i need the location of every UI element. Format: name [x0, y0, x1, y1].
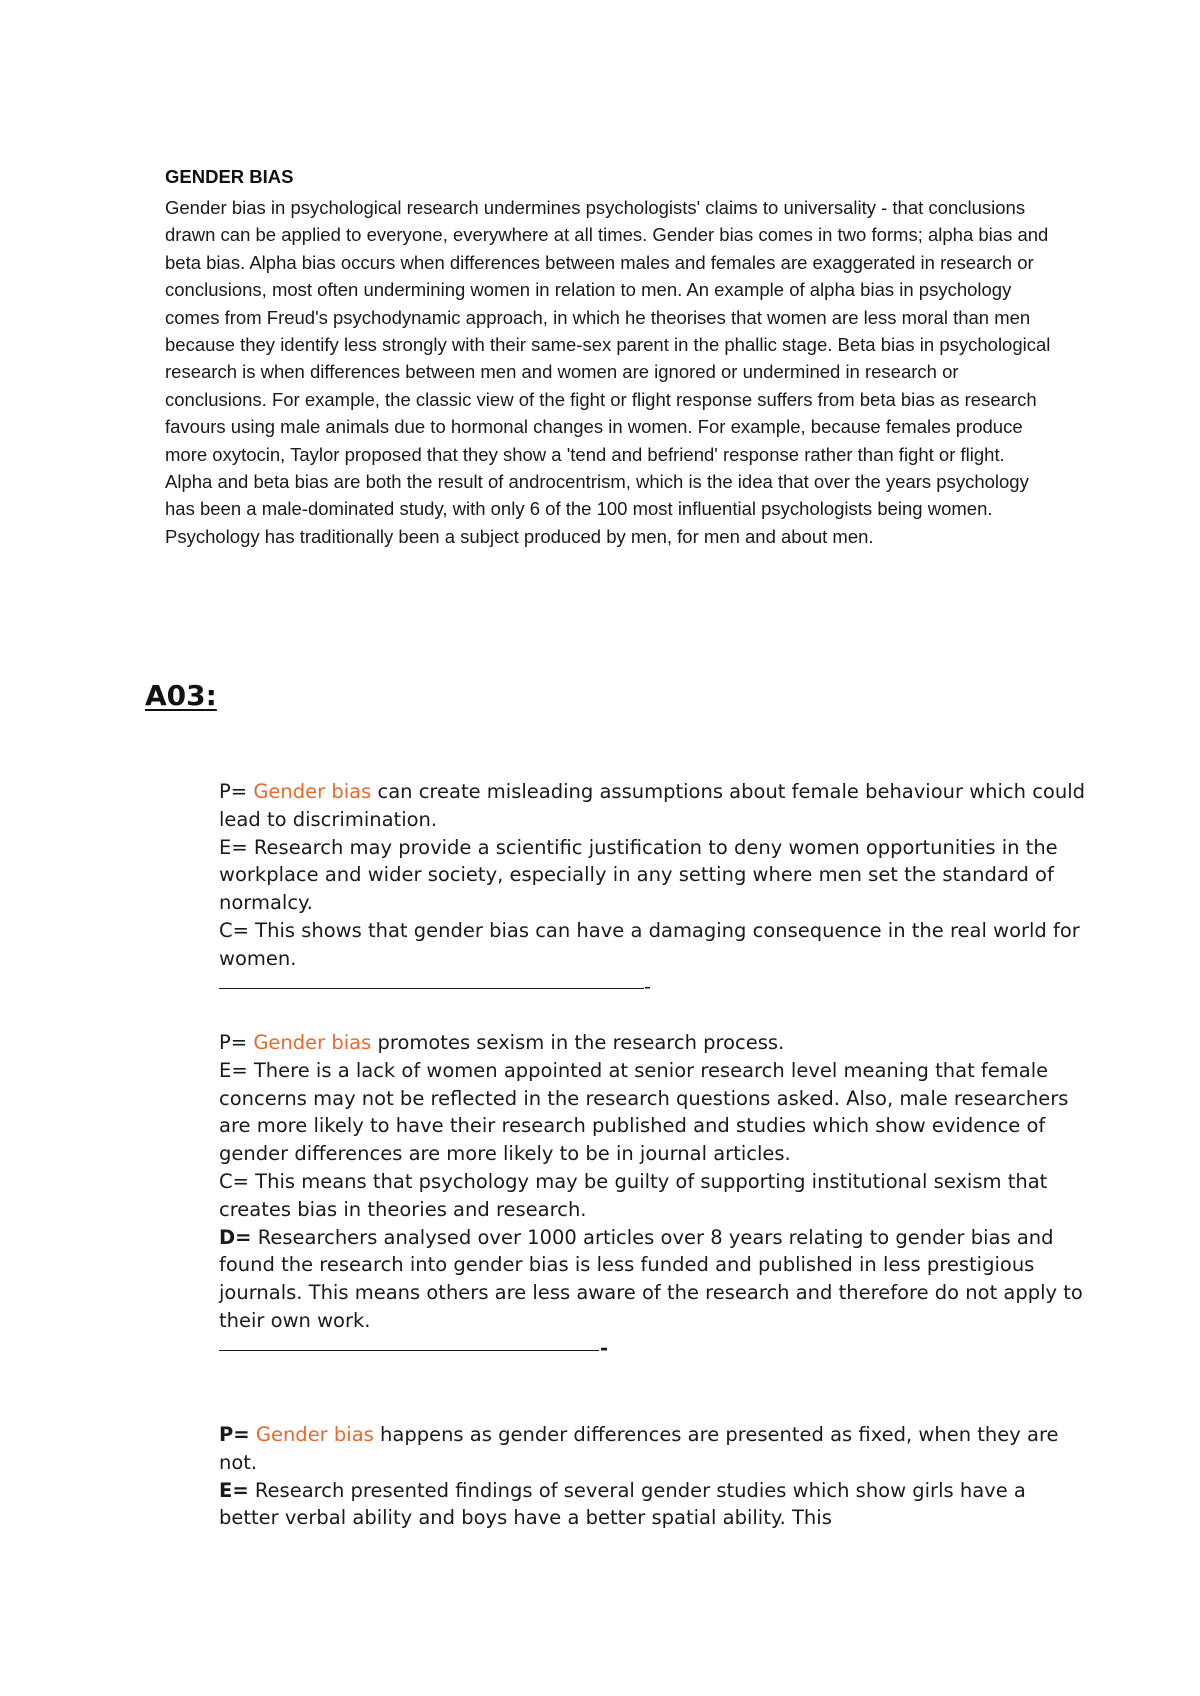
excerpt-heading: GENDER BIAS	[165, 166, 294, 187]
point-text: happens as gender differences are presented as fixed, when they are not.	[219, 1423, 1059, 1474]
development-text: Researchers analysed over 1000 articles over 8 years relating to gender bias and found the research into gender bias is less funded and published in less prestigious journals. This means others are less aware of the research and therefore do not apply to their own work.	[219, 1225, 1083, 1332]
comment-statement	[219, 1168, 1089, 1224]
peel-point-2	[219, 1029, 1089, 1363]
evidence-label: E=	[219, 835, 248, 859]
evidence-statement	[219, 1477, 1089, 1533]
evidence-statement	[219, 834, 1089, 917]
evidence-label: E=	[219, 1478, 249, 1502]
ao3-heading: A03:	[145, 679, 217, 712]
comment-text: This shows that gender bias can have a damaging consequence in the real world for women.	[219, 918, 1080, 970]
point-highlight: Gender bias	[255, 1423, 374, 1446]
evidence-label: E=	[219, 1058, 248, 1082]
point-label: P=	[219, 780, 248, 803]
point-highlight: Gender bias	[253, 780, 372, 803]
excerpt-body: Gender bias in psychological research undermines psychologists' claims to universality - that conclusions drawn can be applied to everyone, everywhere at all times. Gender bias comes in two forms; alpha bias and beta bias. Alpha bias occurs when differences between males and females are exaggerated in research or conclusions, most often undermining women in relation to men. An example of alpha bias in psychology comes from Freud's psychodynamic approach, in which he theorises that women are less moral than men because they identify less strongly with their same-sex parent in the phallic stage. Beta bias in psychological research is when differences between men and women are ignored or undermined in research or conclusions. For example, the classic view of the fight or flight response suffers from beta bias as research favours using male animals due to hormonal changes in women. For example, because females produce more oxytocin, Taylor proposed that they show a 'tend and befriend' response rather than fight or flight. Alpha and beta bias are both the result of androcentrism, which is the idea that over the years psychology has been a male-dominated study, with only 6 of the 100 most influential psychologists being women. Psychology has traditionally been a subject produced by men, for men and about men.	[165, 197, 1051, 547]
divider-line	[219, 988, 644, 990]
point-label: P=	[219, 1423, 250, 1446]
point-text: can create misleading assumptions about female behaviour which could lead to discrimination.	[219, 780, 1086, 831]
point-text: promotes sexism in the research process.	[371, 1031, 785, 1054]
point-statement	[219, 1421, 1089, 1477]
evidence-text: There is a lack of women appointed at senior research level meaning that female concerns may not be reflected in the research questions asked. Also, male researchers are more likely to have their research published and studies which show evidence of gender differences are more likely to be in journal articles.	[219, 1058, 1069, 1166]
gender-bias-excerpt	[165, 166, 1065, 550]
development-label: D=	[219, 1225, 252, 1249]
section-divider	[219, 1335, 1089, 1363]
peel-point-1	[219, 778, 1089, 1001]
divider-dash: -	[644, 974, 652, 998]
evidence-text: Research presented findings of several gender studies which show girls have a better verbal ability and boys have a better spatial ability. This	[219, 1478, 1026, 1530]
point-highlight: Gender bias	[253, 1031, 372, 1054]
divider-dash: -	[600, 1336, 609, 1360]
divider-line	[219, 1350, 599, 1352]
evidence-text: Research may provide a scientific justification to deny women opportunities in the workplace and wider society, especially in any setting where men set the standard of normalcy.	[219, 835, 1058, 915]
point-statement	[219, 1029, 1089, 1057]
comment-label: C=	[219, 918, 249, 942]
peel-point-3	[219, 1421, 1089, 1532]
point-label: P=	[219, 1031, 248, 1054]
evidence-statement	[219, 1057, 1089, 1168]
comment-label: C=	[219, 1169, 249, 1193]
comment-text: This means that psychology may be guilty of supporting institutional sexism that creates bias in theories and research.	[219, 1169, 1048, 1221]
section-divider	[219, 973, 1089, 1001]
development-statement	[219, 1224, 1089, 1335]
point-statement	[219, 778, 1089, 834]
comment-statement	[219, 917, 1089, 973]
